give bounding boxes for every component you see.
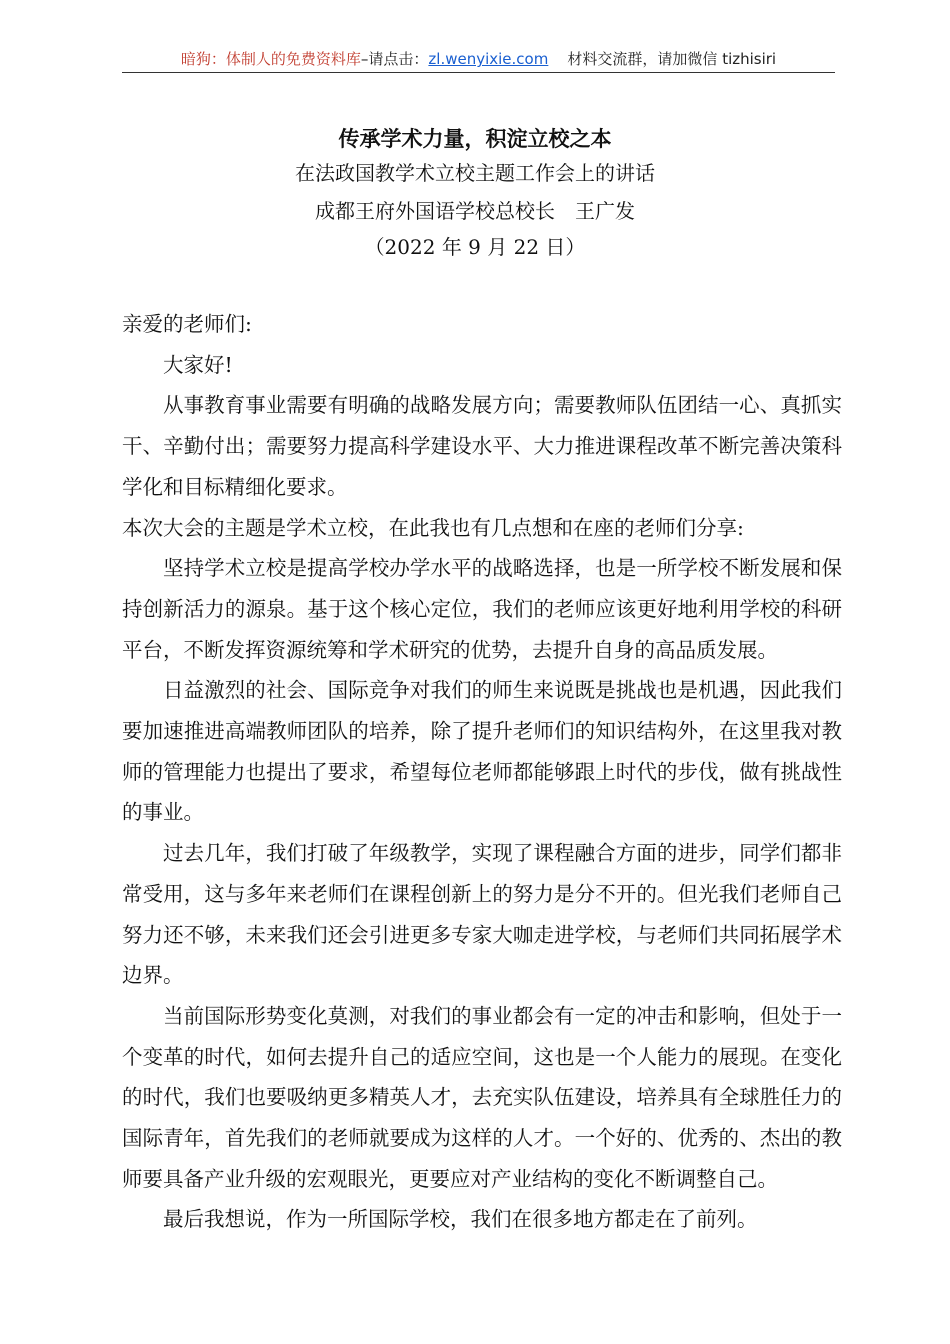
header-prompt: –请点击： [360,50,429,68]
header-brand: 暗狗：体制人的免费资料库 [180,50,361,68]
paragraph: 过去几年，我们打破了年级教学，实现了课程融合方面的进步，同学们都非常受用，这与多年来老师们在课程创新上的努力是分不开的。但光我们老师自己努力还不够，未来我们还会引进更多专家大咖走进学校，与老师们共同拓展学术边界。 [122,841,842,988]
paragraph-greeting: 大家好! [163,352,233,377]
document-author: 成都王府外国语学校总校长 王广发 [315,199,635,223]
header-divider [122,72,835,73]
paragraph: 坚持学术立校是提高学校办学水平的战略选择，也是一所学校不断发展和保持创新活力的源泉。基于这个核心定位，我们的老师应该更好地利用学校的科研平台，不断发挥资源统筹和学术研究的优势，去提升自身的高品质发展。 [122,556,842,662]
paragraph: 当前国际形势变化莫测，对我们的事业都会有一定的冲击和影响，但处于一个变革的时代，如何去提升自己的适应空间，这也是一个人能力的展现。在变化的时代，我们也要吸纳更多精英人才，去充实队伍建设，培养具有全球胜任力的国际青年，首先我们的老师就要成为这样的人才。一个好的、优秀的、杰出的教师要具备产业升级的宏观眼光，更要应对产业结构的变化不断调整自己。 [122,1003,842,1191]
header-wechat: 材料交流群，请加微信 tizhisiri [567,50,777,68]
paragraph: 最后我想说，作为一所国际学校，我们在很多地方都走在了前列。 [163,1207,758,1232]
salutation: 亲爱的老师们: [122,312,252,336]
document-subtitle: 在法政国教学术立校主题工作会上的讲话 [295,161,655,185]
paragraph: 从事教育事业需要有明确的战略发展方向；需要教师队伍团结一心、真抓实干、辛勤付出；需要努力提高科学建设水平、大力推进课程改革不断完善决策科学化和目标精细化要求。 [122,393,842,499]
paragraph: 日益激烈的社会、国际竞争对我们的师生来说既是挑战也是机遇，因此我们要加速推进高端教师团队的培养，除了提升老师们的知识结构外，在这里我对教师的管理能力也提出了要求，希望每位老师都能够跟上时代的步伐，做有挑战性的事业。 [122,678,842,825]
header-link[interactable]: zl.wenyixie.com [428,50,549,68]
document-body [122,304,842,1240]
document-title: 传承学术力量，积淀立校之本 [338,126,612,151]
document-date: （2022 年 9 月 22 日） [364,235,586,259]
paragraph: 本次大会的主题是学术立校，在此我也有几点想和在座的老师们分享: [122,515,744,540]
page-header [122,48,835,72]
